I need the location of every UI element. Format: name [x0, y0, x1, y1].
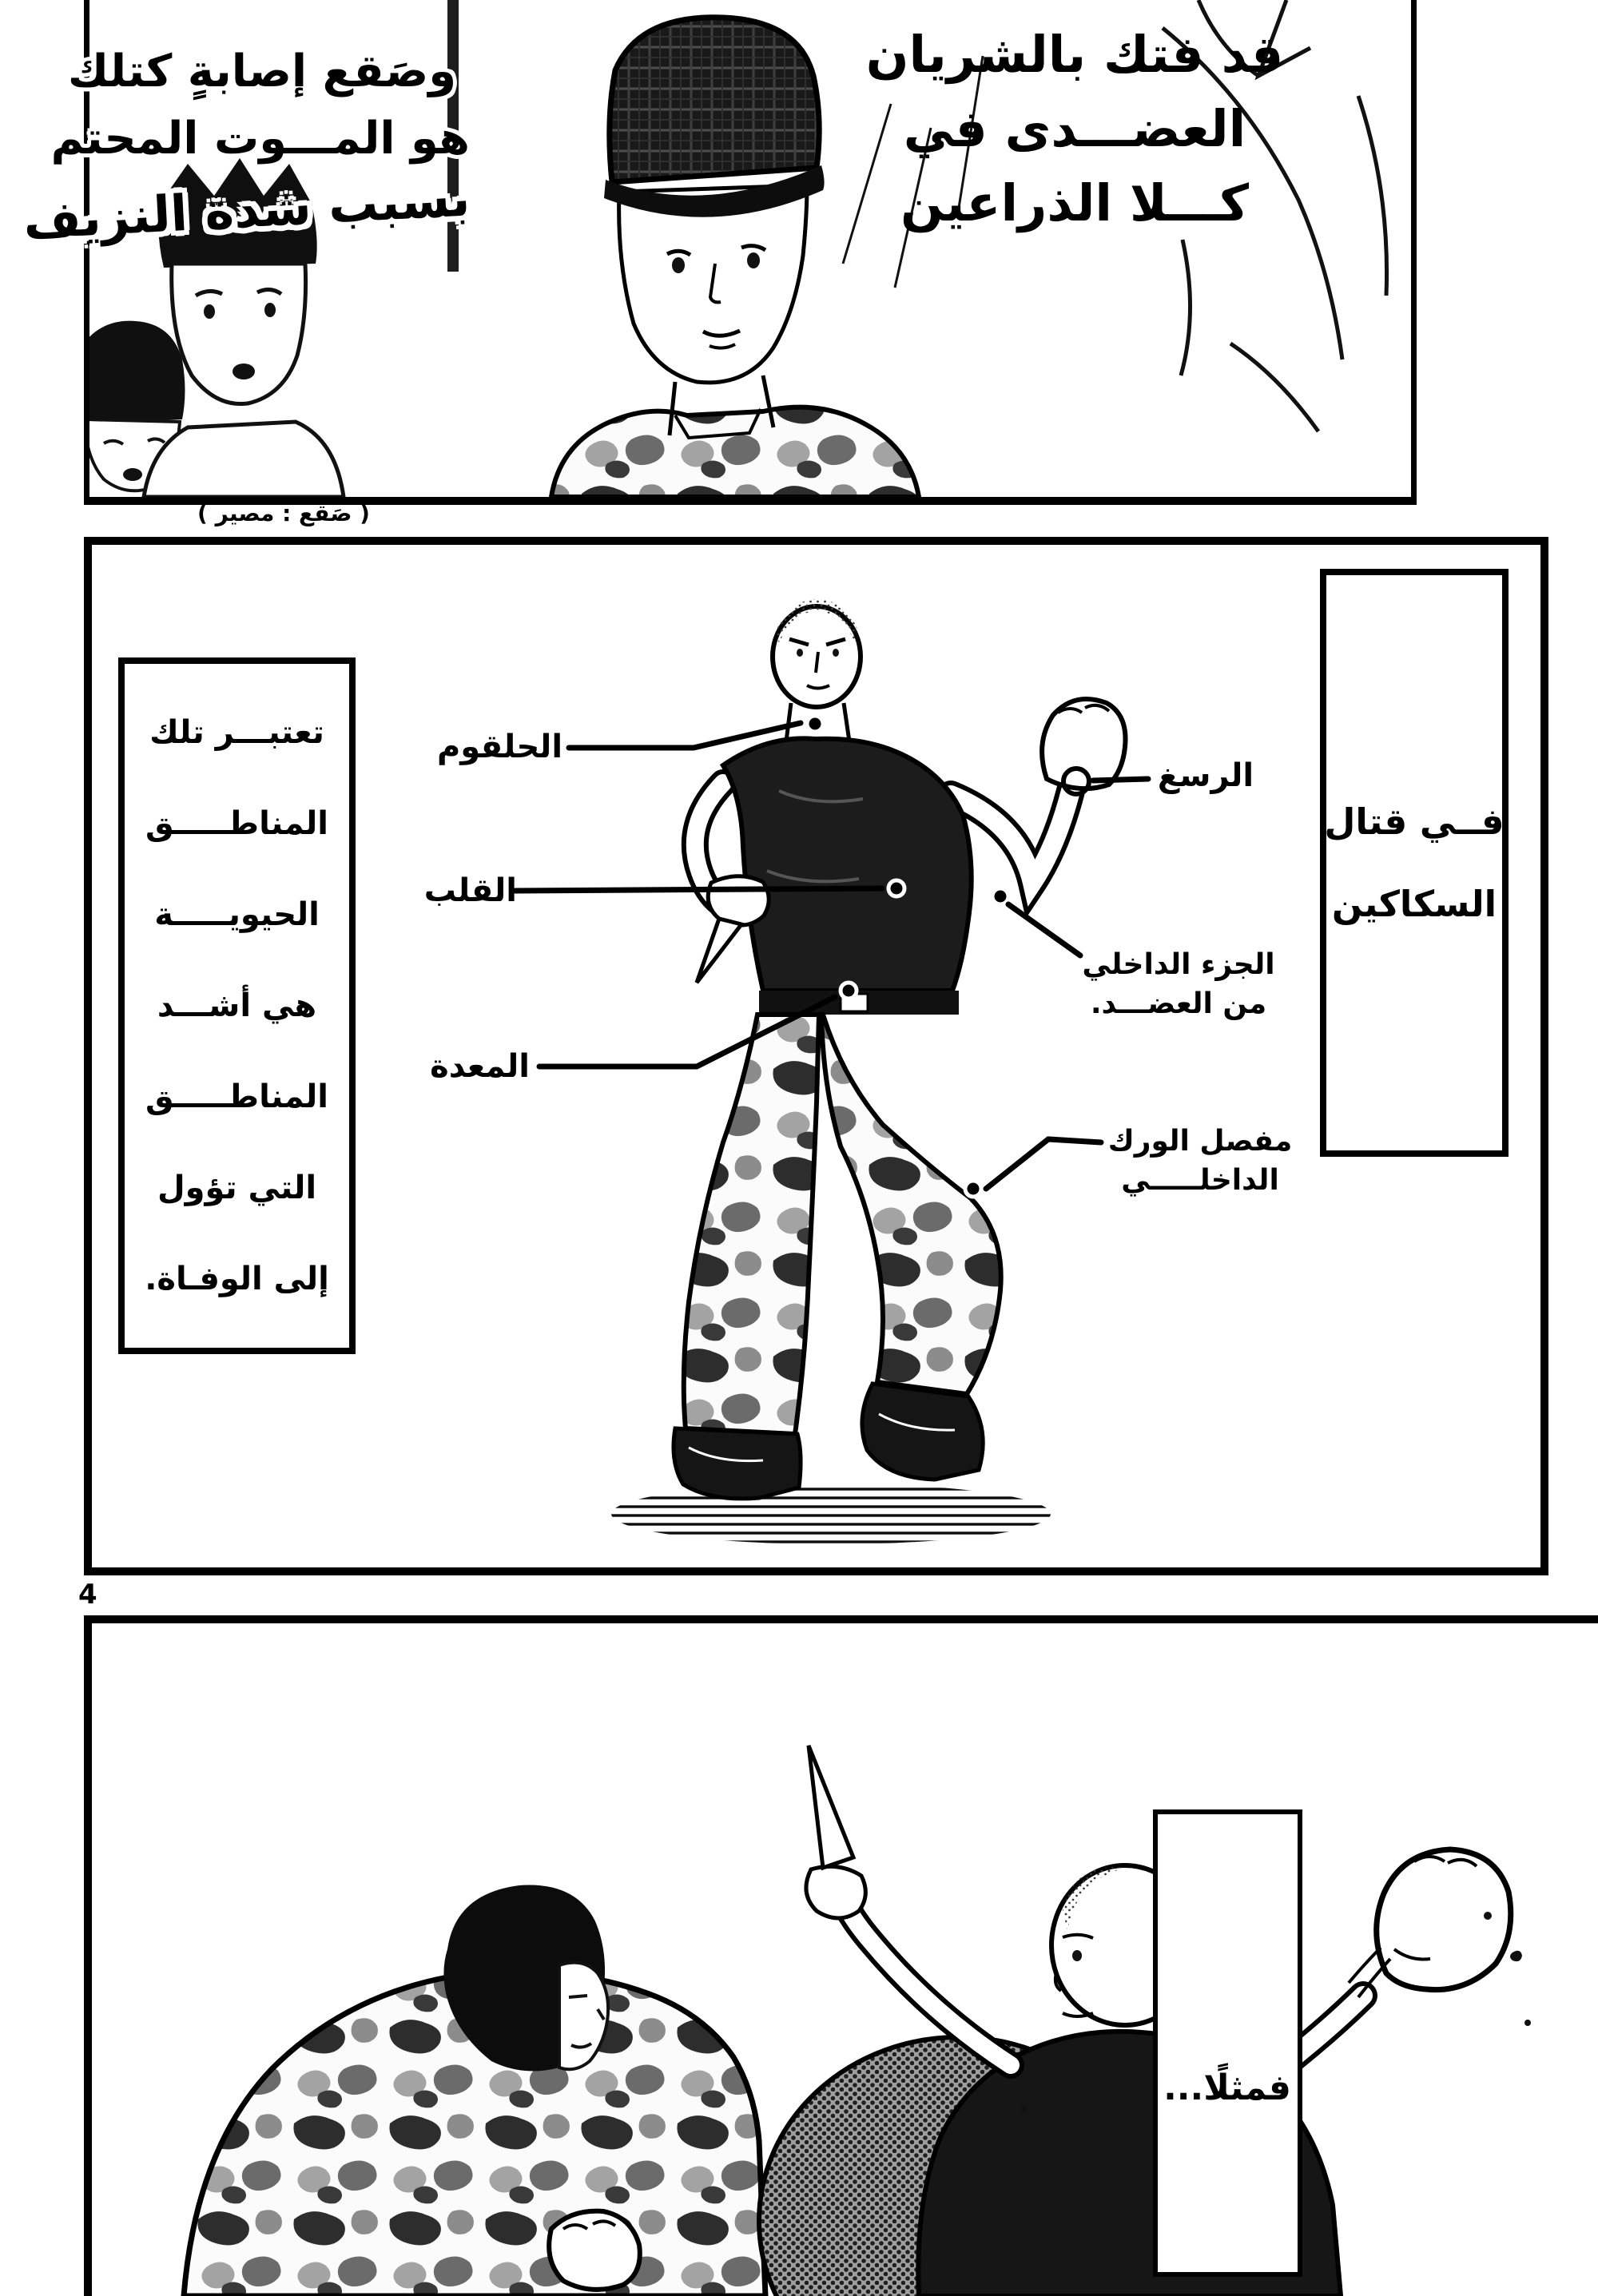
dialogue-line: قد فتك بالشريان: [865, 26, 1284, 84]
note-line: فــي قتال: [1324, 800, 1505, 843]
camo-pants-right: [821, 1015, 1001, 1394]
label-inner-arm: [1075, 946, 1282, 1023]
fighter-bald: [759, 1746, 1511, 2296]
boot-left: [674, 1428, 801, 1499]
vital-point-dot-stomach: [841, 983, 857, 999]
stance-figure: [611, 599, 1126, 1544]
dialogue-top-left: [22, 38, 471, 251]
label-stomach: المعدة: [430, 1048, 530, 1085]
label-line: الداخلـــــي: [1121, 1163, 1279, 1197]
leader-line-inner-arm: [1008, 904, 1080, 955]
note-line: إلى الوفـاة.: [145, 1261, 329, 1297]
label-line: مفصل الورك: [1107, 1125, 1293, 1158]
raised-fist: [1042, 699, 1125, 789]
dialogue-line: العضـــدى في: [903, 100, 1246, 159]
note-box-right: [1320, 569, 1509, 1157]
leader-line-wrist: [1093, 779, 1148, 781]
dialogue-line: كـــلا الذراعين: [900, 174, 1249, 233]
panel-bottom-artwork: [92, 1623, 1598, 2296]
dialogue-line-decorated: بسبب شدة النزيف: [22, 169, 471, 251]
raised-fist: [1377, 1849, 1511, 1990]
dialogue-line: وصَقع إصابةٍ كتلك: [67, 46, 457, 97]
note-line: المناطـــــق: [145, 805, 328, 842]
note-line: السكاكين: [1331, 883, 1497, 925]
label-hip: [1101, 1122, 1299, 1200]
label-line: من العضـــد.: [1090, 987, 1267, 1020]
dialogue-line: هو المـــوت المحتم: [50, 113, 470, 165]
vital-point-dot-hip: [965, 1181, 981, 1197]
speech-box-bottom: [1153, 1809, 1302, 2277]
leader-line-hip: [986, 1139, 1101, 1189]
note-box-left: [118, 657, 356, 1354]
boot-right: [862, 1384, 983, 1480]
note-line: هي أشـــد: [157, 987, 317, 1024]
knife: [809, 1746, 853, 1868]
knife-hand: [708, 876, 769, 925]
dialogue-bottom: فمثلًا...: [1163, 2068, 1291, 2108]
label-wrist: الرسغ: [1157, 757, 1254, 794]
knife: [697, 919, 741, 983]
note-line: الحيويـــــة: [154, 896, 320, 933]
knit-cap: [610, 18, 819, 182]
vital-point-dot-heart: [888, 880, 904, 896]
label-throat: الحلقوم: [436, 729, 563, 765]
knife-hand: [806, 1866, 865, 1918]
label-line: الجزء الداخلي: [1082, 948, 1275, 981]
note-line: المناطـــــق: [145, 1078, 328, 1115]
note-line: التي تؤول: [157, 1170, 317, 1206]
note-line: تعتبـــر تلك: [149, 714, 324, 751]
label-heart: القلب: [423, 872, 517, 909]
camo-pants-left: [684, 1015, 819, 1434]
leader-line-heart: [515, 888, 882, 891]
page-number: 4: [78, 1579, 97, 1611]
ground-shadow: [611, 1484, 1051, 1544]
dialogue-top-right: [847, 18, 1302, 241]
fighter-camo: [184, 1885, 765, 2296]
vital-point-dot-throat: [807, 716, 823, 732]
translator-caption: ( صَقع : مصير ): [197, 500, 370, 526]
vital-point-dot-inner-arm: [992, 888, 1008, 904]
